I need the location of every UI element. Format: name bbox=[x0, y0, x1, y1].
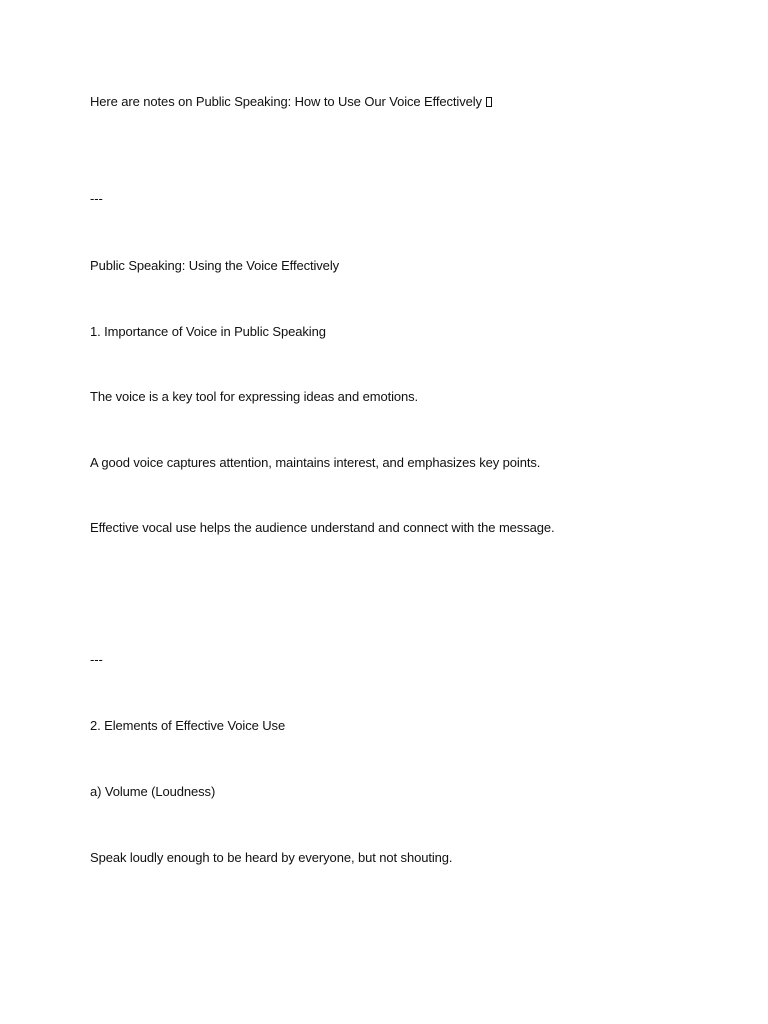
intro-line bbox=[90, 94, 492, 110]
paragraph: The voice is a key tool for expressing ideas and emotions. bbox=[90, 389, 419, 404]
paragraph: Speak loudly enough to be heard by everyone, but not shouting. bbox=[90, 850, 453, 865]
separator: --- bbox=[90, 191, 103, 206]
missing-glyph-icon bbox=[486, 97, 492, 107]
section-heading: 2. Elements of Effective Voice Use bbox=[90, 718, 286, 733]
intro-text: Here are notes on Public Speaking: How to Use Our Voice Effectively bbox=[90, 94, 482, 109]
document-title: Public Speaking: Using the Voice Effectively bbox=[90, 258, 340, 273]
section-heading: 1. Importance of Voice in Public Speaking bbox=[90, 324, 326, 339]
paragraph: Effective vocal use helps the audience understand and connect with the message. bbox=[90, 520, 555, 535]
paragraph: A good voice captures attention, maintains interest, and emphasizes key points. bbox=[90, 455, 541, 470]
subheading: a) Volume (Loudness) bbox=[90, 784, 216, 799]
separator: --- bbox=[90, 652, 103, 667]
